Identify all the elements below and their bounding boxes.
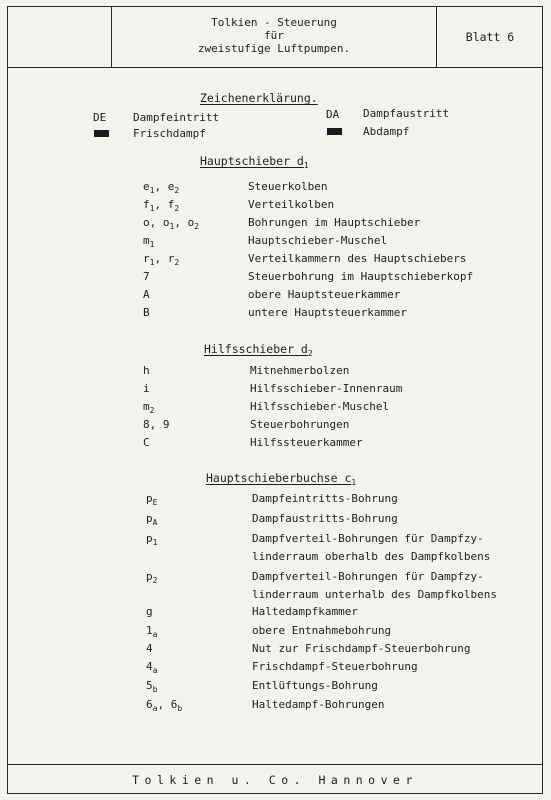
header-blank-cell [7, 6, 112, 68]
title-line-1: Tolkien - Steuerung [211, 16, 337, 29]
legend-symbol: $1_a$ [146, 624, 158, 639]
legend-symbol: A [143, 288, 150, 301]
header-title [112, 6, 436, 68]
legend-symbol: 4 [146, 642, 153, 655]
legend-description: Nut zur Frischdampf-Steuerbohrung [252, 642, 471, 655]
legend-description: Hauptschieber-Muschel [248, 234, 388, 247]
legend-description: Steuerkolben [248, 180, 328, 193]
legend-description: Entlüftungs-Bohrung [252, 679, 378, 692]
legend-description: Dampfverteil-Bohrungen für Dampfzy- [252, 570, 484, 583]
legend-description: Dampfaustritts-Bohrung [252, 512, 398, 525]
legend-symbol: $4_a$ [146, 660, 158, 675]
title-line-2: für [264, 29, 284, 42]
sheet-number: Blatt 6 [436, 6, 543, 68]
legend-symbol: $e_1$, $e_2$ [143, 180, 180, 195]
legend-symbol: 8, 9 [143, 418, 170, 431]
legend-symbol: $m_2$ [143, 400, 155, 415]
legend-symbol: C [143, 436, 150, 449]
legend-description: Steuerbohrungen [250, 418, 350, 431]
frischdampf-symbol [94, 130, 109, 137]
legend-description: Steuerbohrung im Hauptschieberkopf [248, 270, 474, 283]
abdampf-symbol [327, 128, 342, 135]
section-heading: Hauptschieber $d_1$ [200, 154, 309, 170]
legend-symbol: g [146, 605, 153, 618]
legend-description: Haltedampfkammer [252, 605, 358, 618]
legend-symbol: $r_1$, $r_2$ [143, 252, 180, 267]
legend-symbol: $6_a$, $6_b$ [146, 698, 183, 713]
legend-code-da: DA [326, 108, 340, 121]
legend-description: linderraum unterhalb des Dampfkolbens [252, 588, 498, 601]
legend-label-frischdampf: Frischdampf [133, 127, 206, 140]
legend-symbol: $p_2$ [146, 570, 158, 585]
legend-symbol: i [143, 382, 150, 395]
legend-description: Hilfssteuerkammer [250, 436, 363, 449]
legend-symbol: 7 [143, 270, 150, 283]
section-heading: Hilfsschieber $d_2$ [204, 342, 313, 358]
legend-description: Verteilkolben [248, 198, 335, 211]
legend-symbol: $p_A$ [146, 512, 158, 527]
legend-description: Hilfsschieber-Muschel [250, 400, 390, 413]
legend-description: untere Hauptsteuerkammer [248, 306, 407, 319]
title-line-3: zweistufige Luftpumpen. [197, 42, 351, 55]
legend-description: Mitnehmerbolzen [250, 364, 350, 377]
legend-label-abdampf: Abdampf [363, 125, 410, 138]
legend-description: Dampfeintritts-Bohrung [252, 492, 398, 505]
legend-symbol: $m_1$ [143, 234, 155, 249]
legend-code-de: DE [93, 111, 107, 124]
legend-symbol: $5_b$ [146, 679, 158, 694]
legend-description: obere Entnahmebohrung [252, 624, 392, 637]
legend-symbol: $f_1$, $f_2$ [143, 198, 180, 213]
legend-symbol: o, $o_1$, $o_2$ [143, 216, 200, 231]
legend-heading: Zeichenerklärung. [200, 91, 318, 105]
legend-description: Haltedampf-Bohrungen [252, 698, 385, 711]
legend-symbol: h [143, 364, 150, 377]
legend-description: Dampfverteil-Bohrungen für Dampfzy- [252, 532, 484, 545]
legend-description: linderraum oberhalb des Dampfkolbens [252, 550, 491, 563]
legend-label-dampfaustritt: Dampfaustritt [363, 107, 450, 120]
legend-symbol: $p_E$ [146, 492, 158, 507]
legend-symbol: $p_1$ [146, 532, 158, 547]
legend-description: Hilfsschieber-Innenraum [250, 382, 403, 395]
legend-symbol: B [143, 306, 150, 319]
legend-description: Verteilkammern des Hauptschiebers [248, 252, 467, 265]
legend-description: Frischdampf-Steuerbohrung [252, 660, 418, 673]
section-heading: Hauptschieberbuchse $c_1$ [206, 471, 357, 487]
legend-label-dampfeintritt: Dampfeintritt [133, 111, 220, 124]
legend-description: Bohrungen im Hauptschieber [248, 216, 421, 229]
footer-company: Tolkien u. Co. Hannover [7, 764, 543, 794]
legend-description: obere Hauptsteuerkammer [248, 288, 401, 301]
